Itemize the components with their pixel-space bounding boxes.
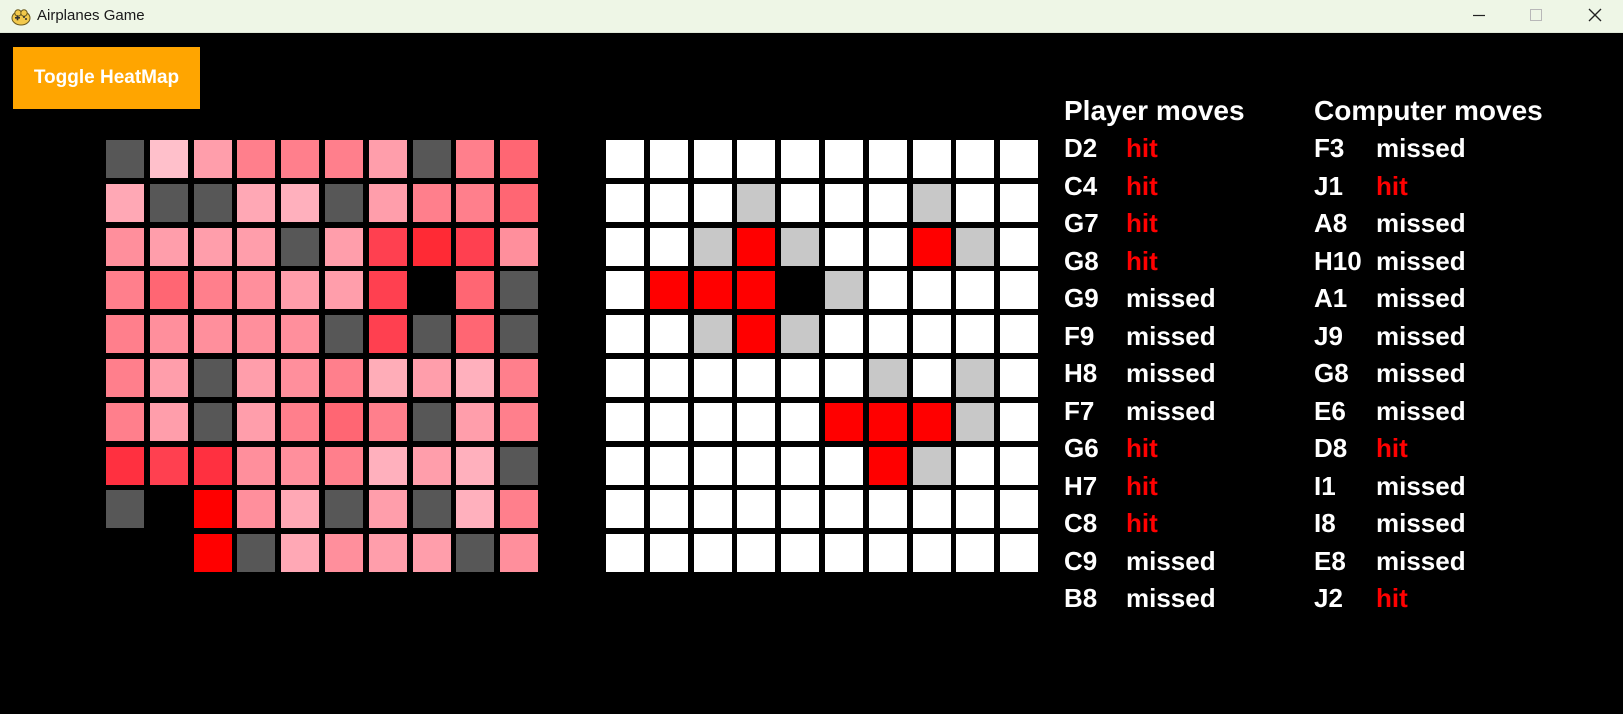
move-row bbox=[1314, 355, 1614, 393]
target-cell[interactable] bbox=[737, 447, 775, 485]
heatmap-cell bbox=[500, 403, 538, 441]
maximize-icon bbox=[1507, 0, 1565, 33]
target-cell[interactable] bbox=[650, 228, 688, 266]
heatmap-cell bbox=[106, 359, 144, 397]
heatmap-cell bbox=[237, 490, 275, 528]
game-controller-icon bbox=[10, 5, 32, 27]
heatmap-cell bbox=[456, 534, 494, 572]
player-moves-list bbox=[1064, 130, 1294, 618]
heatmap-cell bbox=[500, 140, 538, 178]
move-coord: G8 bbox=[1064, 245, 1099, 276]
move-row bbox=[1064, 543, 1294, 581]
heatmap-cell bbox=[106, 184, 144, 222]
target-cell[interactable] bbox=[781, 184, 819, 222]
target-cell[interactable] bbox=[825, 140, 863, 178]
target-cell[interactable] bbox=[913, 271, 951, 309]
target-cell[interactable] bbox=[650, 403, 688, 441]
heatmap-cell bbox=[456, 447, 494, 485]
target-cell[interactable] bbox=[606, 359, 644, 397]
move-result: missed bbox=[1126, 545, 1216, 576]
move-result: hit bbox=[1376, 170, 1408, 201]
heatmap-cell bbox=[325, 403, 363, 441]
target-cell[interactable] bbox=[650, 534, 688, 572]
heatmap-cell bbox=[325, 140, 363, 178]
heatmap-cell bbox=[194, 228, 232, 266]
heatmap-cell bbox=[194, 490, 232, 528]
target-cell[interactable] bbox=[913, 359, 951, 397]
target-cell[interactable] bbox=[825, 359, 863, 397]
heatmap-cell bbox=[369, 447, 407, 485]
target-cell[interactable] bbox=[737, 490, 775, 528]
target-cell[interactable] bbox=[781, 271, 819, 309]
heatmap-cell bbox=[413, 403, 451, 441]
heatmap-cell bbox=[369, 271, 407, 309]
move-coord: I1 bbox=[1314, 470, 1336, 501]
heatmap-cell bbox=[456, 359, 494, 397]
heatmap-cell bbox=[237, 447, 275, 485]
target-cell[interactable] bbox=[869, 447, 907, 485]
heatmap-cell bbox=[456, 271, 494, 309]
heatmap-cell bbox=[281, 403, 319, 441]
heatmap-cell bbox=[150, 490, 188, 528]
heatmap-cell bbox=[237, 359, 275, 397]
target-cell[interactable] bbox=[737, 534, 775, 572]
computer-moves-list bbox=[1314, 130, 1614, 618]
heatmap-cell bbox=[237, 315, 275, 353]
target-cell[interactable] bbox=[956, 315, 994, 353]
target-cell[interactable] bbox=[781, 490, 819, 528]
heatmap-cell bbox=[150, 271, 188, 309]
player-target-board[interactable] bbox=[606, 140, 1038, 572]
target-cell[interactable] bbox=[781, 447, 819, 485]
target-cell[interactable] bbox=[781, 228, 819, 266]
move-row bbox=[1064, 205, 1294, 243]
target-cell[interactable] bbox=[781, 403, 819, 441]
heatmap-cell bbox=[325, 228, 363, 266]
heatmap-cell bbox=[194, 184, 232, 222]
move-coord: J1 bbox=[1314, 170, 1343, 201]
heatmap-cell bbox=[456, 184, 494, 222]
target-cell[interactable] bbox=[913, 184, 951, 222]
move-row bbox=[1064, 393, 1294, 431]
target-cell[interactable] bbox=[1000, 359, 1038, 397]
target-cell[interactable] bbox=[606, 490, 644, 528]
target-cell[interactable] bbox=[650, 271, 688, 309]
target-cell[interactable] bbox=[650, 359, 688, 397]
target-cell[interactable] bbox=[694, 534, 732, 572]
heatmap-cell bbox=[456, 228, 494, 266]
move-row bbox=[1314, 393, 1614, 431]
move-coord: H10 bbox=[1314, 245, 1362, 276]
player-moves-panel bbox=[1064, 92, 1294, 618]
heatmap-cell bbox=[325, 315, 363, 353]
target-cell[interactable] bbox=[737, 271, 775, 309]
move-coord: G7 bbox=[1064, 208, 1099, 238]
move-result: missed bbox=[1376, 395, 1466, 426]
close-icon bbox=[1565, 0, 1623, 33]
move-row bbox=[1314, 543, 1614, 581]
move-coord: G9 bbox=[1064, 283, 1099, 313]
move-result: hit bbox=[1126, 245, 1158, 276]
target-cell[interactable] bbox=[825, 490, 863, 528]
target-cell[interactable] bbox=[913, 447, 951, 485]
move-row bbox=[1064, 280, 1294, 318]
target-cell[interactable] bbox=[781, 359, 819, 397]
heatmap-cell bbox=[500, 490, 538, 528]
heatmap-cell bbox=[500, 184, 538, 222]
target-cell[interactable] bbox=[869, 228, 907, 266]
window-title: Airplanes Game bbox=[37, 7, 145, 24]
target-cell[interactable] bbox=[606, 140, 644, 178]
heatmap-cell bbox=[106, 271, 144, 309]
move-row bbox=[1064, 318, 1294, 356]
target-cell[interactable] bbox=[1000, 184, 1038, 222]
move-coord: D8 bbox=[1314, 433, 1348, 463]
heatmap-cell bbox=[150, 140, 188, 178]
computer-moves-panel bbox=[1314, 92, 1614, 618]
heatmap-cell bbox=[150, 534, 188, 572]
move-result: missed bbox=[1376, 208, 1466, 238]
target-cell[interactable] bbox=[606, 228, 644, 266]
heatmap-cell bbox=[413, 447, 451, 485]
heatmap-cell bbox=[413, 315, 451, 353]
move-coord: I8 bbox=[1314, 508, 1336, 538]
target-cell[interactable] bbox=[825, 447, 863, 485]
move-coord: B8 bbox=[1064, 583, 1098, 613]
target-cell[interactable] bbox=[825, 271, 863, 309]
heatmap-cell bbox=[150, 184, 188, 222]
minimize-icon bbox=[1449, 0, 1507, 33]
close-button[interactable] bbox=[1565, 0, 1623, 33]
target-cell[interactable] bbox=[694, 490, 732, 528]
move-result: missed bbox=[1126, 583, 1216, 613]
target-cell[interactable] bbox=[694, 359, 732, 397]
heatmap-cell bbox=[325, 490, 363, 528]
target-cell[interactable] bbox=[956, 140, 994, 178]
move-row bbox=[1314, 205, 1614, 243]
target-cell[interactable] bbox=[913, 140, 951, 178]
heatmap-cell bbox=[456, 140, 494, 178]
heatmap-cell bbox=[106, 447, 144, 485]
target-cell[interactable] bbox=[694, 447, 732, 485]
move-coord: G6 bbox=[1064, 433, 1099, 463]
target-cell[interactable] bbox=[956, 447, 994, 485]
target-cell[interactable] bbox=[606, 184, 644, 222]
target-cell[interactable] bbox=[825, 403, 863, 441]
heatmap-cell bbox=[150, 403, 188, 441]
target-cell[interactable] bbox=[825, 228, 863, 266]
computer-moves-title: Computer moves bbox=[1314, 95, 1543, 126]
heatmap-cell bbox=[281, 359, 319, 397]
heatmap-cell bbox=[106, 403, 144, 441]
move-coord: F9 bbox=[1064, 320, 1095, 351]
heatmap-cell bbox=[150, 315, 188, 353]
heatmap-cell bbox=[150, 359, 188, 397]
heatmap-cell bbox=[500, 447, 538, 485]
move-row bbox=[1314, 130, 1614, 168]
target-cell[interactable] bbox=[606, 534, 644, 572]
move-row bbox=[1064, 505, 1294, 543]
heatmap-cell bbox=[281, 534, 319, 572]
heatmap-cell bbox=[237, 403, 275, 441]
move-row bbox=[1314, 468, 1614, 506]
move-result: missed bbox=[1376, 470, 1466, 501]
target-cell[interactable] bbox=[956, 359, 994, 397]
move-coord: C8 bbox=[1064, 508, 1098, 538]
heatmap-cell bbox=[369, 140, 407, 178]
heatmap-board bbox=[106, 140, 538, 572]
move-coord: F7 bbox=[1064, 395, 1095, 426]
heatmap-cell bbox=[413, 359, 451, 397]
target-cell[interactable] bbox=[781, 140, 819, 178]
move-row bbox=[1314, 280, 1614, 318]
target-cell[interactable] bbox=[606, 403, 644, 441]
heatmap-cell bbox=[281, 140, 319, 178]
target-cell[interactable] bbox=[1000, 315, 1038, 353]
heatmap-cell bbox=[237, 140, 275, 178]
target-cell[interactable] bbox=[869, 403, 907, 441]
heatmap-cell bbox=[456, 403, 494, 441]
target-cell[interactable] bbox=[606, 271, 644, 309]
heatmap-cell bbox=[194, 447, 232, 485]
target-cell[interactable] bbox=[650, 447, 688, 485]
target-cell[interactable] bbox=[606, 315, 644, 353]
move-row bbox=[1314, 243, 1614, 281]
heatmap-cell bbox=[413, 534, 451, 572]
move-row bbox=[1314, 505, 1614, 543]
maximize-button[interactable] bbox=[1507, 0, 1565, 33]
heatmap-cell bbox=[500, 315, 538, 353]
target-cell[interactable] bbox=[694, 271, 732, 309]
move-coord: A1 bbox=[1314, 283, 1348, 313]
move-result: missed bbox=[1376, 245, 1466, 276]
heatmap-cell bbox=[500, 228, 538, 266]
heatmap-cell bbox=[325, 184, 363, 222]
target-cell[interactable] bbox=[737, 184, 775, 222]
target-cell[interactable] bbox=[869, 490, 907, 528]
move-result: hit bbox=[1126, 170, 1158, 201]
move-result: missed bbox=[1126, 320, 1216, 351]
move-coord: D2 bbox=[1064, 133, 1098, 163]
move-coord: J2 bbox=[1314, 583, 1343, 613]
target-cell[interactable] bbox=[737, 359, 775, 397]
heatmap-cell bbox=[194, 140, 232, 178]
target-cell[interactable] bbox=[956, 490, 994, 528]
heatmap-cell bbox=[281, 271, 319, 309]
target-cell[interactable] bbox=[650, 315, 688, 353]
move-row bbox=[1064, 468, 1294, 506]
move-row bbox=[1064, 168, 1294, 206]
target-cell[interactable] bbox=[913, 490, 951, 528]
heatmap-cell bbox=[106, 490, 144, 528]
heatmap-cell bbox=[369, 228, 407, 266]
target-cell[interactable] bbox=[825, 315, 863, 353]
move-row bbox=[1064, 355, 1294, 393]
target-cell[interactable] bbox=[694, 315, 732, 353]
heatmap-cell bbox=[106, 315, 144, 353]
heatmap-cell bbox=[194, 359, 232, 397]
target-cell[interactable] bbox=[1000, 228, 1038, 266]
heatmap-cell bbox=[500, 534, 538, 572]
heatmap-cell bbox=[413, 490, 451, 528]
target-cell[interactable] bbox=[956, 534, 994, 572]
move-result: hit bbox=[1126, 133, 1158, 163]
move-coord: G8 bbox=[1314, 358, 1349, 388]
heatmap-cell bbox=[150, 228, 188, 266]
heatmap-cell bbox=[237, 184, 275, 222]
heatmap-cell bbox=[237, 228, 275, 266]
heatmap-cell bbox=[369, 359, 407, 397]
target-cell[interactable] bbox=[869, 359, 907, 397]
player-moves-title: Player moves bbox=[1064, 95, 1245, 126]
heatmap-cell bbox=[369, 315, 407, 353]
target-cell[interactable] bbox=[781, 315, 819, 353]
heatmap-cell bbox=[369, 490, 407, 528]
heatmap-cell bbox=[369, 403, 407, 441]
heatmap-cell bbox=[456, 490, 494, 528]
move-result: hit bbox=[1126, 433, 1158, 463]
heatmap-cell bbox=[281, 228, 319, 266]
heatmap-cell bbox=[413, 271, 451, 309]
target-cell[interactable] bbox=[650, 140, 688, 178]
move-result: hit bbox=[1376, 433, 1408, 463]
target-cell[interactable] bbox=[825, 184, 863, 222]
target-cell[interactable] bbox=[1000, 447, 1038, 485]
move-row bbox=[1064, 243, 1294, 281]
move-result: missed bbox=[1376, 358, 1466, 388]
target-cell[interactable] bbox=[737, 315, 775, 353]
heatmap-cell bbox=[369, 534, 407, 572]
move-result: missed bbox=[1126, 395, 1216, 426]
move-row bbox=[1064, 430, 1294, 468]
heatmap-cell bbox=[500, 359, 538, 397]
move-result: missed bbox=[1126, 358, 1216, 388]
heatmap-cell bbox=[194, 315, 232, 353]
move-result: missed bbox=[1376, 508, 1466, 538]
heatmap-cell bbox=[413, 184, 451, 222]
target-cell[interactable] bbox=[650, 490, 688, 528]
target-cell[interactable] bbox=[869, 315, 907, 353]
heatmap-cell bbox=[325, 447, 363, 485]
target-cell[interactable] bbox=[694, 184, 732, 222]
move-coord: C4 bbox=[1064, 170, 1098, 201]
toggle-heatmap-button[interactable]: Toggle HeatMap bbox=[13, 47, 200, 109]
heatmap-cell bbox=[413, 228, 451, 266]
target-cell[interactable] bbox=[781, 534, 819, 572]
heatmap-cell bbox=[281, 184, 319, 222]
move-coord: C9 bbox=[1064, 545, 1098, 576]
target-cell[interactable] bbox=[869, 271, 907, 309]
target-cell[interactable] bbox=[650, 184, 688, 222]
heatmap-cell bbox=[500, 271, 538, 309]
move-coord: A8 bbox=[1314, 208, 1348, 238]
target-cell[interactable] bbox=[694, 140, 732, 178]
move-row bbox=[1314, 168, 1614, 206]
move-coord: H8 bbox=[1064, 358, 1098, 388]
heatmap-cell bbox=[106, 534, 144, 572]
target-cell[interactable] bbox=[956, 271, 994, 309]
heatmap-cell bbox=[106, 140, 144, 178]
target-cell[interactable] bbox=[737, 228, 775, 266]
target-cell[interactable] bbox=[913, 228, 951, 266]
move-row bbox=[1064, 130, 1294, 168]
target-cell[interactable] bbox=[956, 184, 994, 222]
move-row bbox=[1314, 580, 1614, 618]
move-result: missed bbox=[1376, 133, 1466, 163]
move-coord: E8 bbox=[1314, 545, 1346, 576]
heatmap-cell bbox=[194, 534, 232, 572]
heatmap-cell bbox=[237, 271, 275, 309]
target-cell[interactable] bbox=[694, 228, 732, 266]
target-cell[interactable] bbox=[1000, 271, 1038, 309]
move-row bbox=[1314, 430, 1614, 468]
move-result: missed bbox=[1376, 545, 1466, 576]
heatmap-cell bbox=[413, 140, 451, 178]
move-result: missed bbox=[1376, 283, 1466, 313]
target-cell[interactable] bbox=[869, 140, 907, 178]
target-cell[interactable] bbox=[956, 403, 994, 441]
target-cell[interactable] bbox=[869, 184, 907, 222]
heatmap-cell bbox=[281, 490, 319, 528]
move-row bbox=[1314, 318, 1614, 356]
move-result: missed bbox=[1376, 320, 1466, 351]
move-coord: E6 bbox=[1314, 395, 1346, 426]
heatmap-cell bbox=[194, 403, 232, 441]
target-cell[interactable] bbox=[913, 534, 951, 572]
target-cell[interactable] bbox=[825, 534, 863, 572]
target-cell[interactable] bbox=[1000, 534, 1038, 572]
move-result: hit bbox=[1126, 470, 1158, 501]
heatmap-cell bbox=[194, 271, 232, 309]
heatmap-cell bbox=[150, 447, 188, 485]
move-coord: F3 bbox=[1314, 133, 1345, 163]
heatmap-cell bbox=[106, 228, 144, 266]
heatmap-cell bbox=[369, 184, 407, 222]
target-cell[interactable] bbox=[956, 228, 994, 266]
move-result: missed bbox=[1126, 283, 1216, 313]
heatmap-cell bbox=[325, 359, 363, 397]
title-bar bbox=[0, 0, 1623, 33]
heatmap-cell bbox=[281, 315, 319, 353]
heatmap-cell bbox=[325, 271, 363, 309]
target-cell[interactable] bbox=[1000, 403, 1038, 441]
heatmap-cell bbox=[237, 534, 275, 572]
minimize-button[interactable] bbox=[1449, 0, 1507, 33]
target-cell[interactable] bbox=[737, 140, 775, 178]
heatmap-cell bbox=[456, 315, 494, 353]
move-result: hit bbox=[1126, 208, 1158, 238]
target-cell[interactable] bbox=[913, 315, 951, 353]
heatmap-cell bbox=[325, 534, 363, 572]
target-cell[interactable] bbox=[606, 447, 644, 485]
target-cell[interactable] bbox=[737, 403, 775, 441]
target-cell[interactable] bbox=[1000, 490, 1038, 528]
move-result: hit bbox=[1126, 508, 1158, 538]
move-result: hit bbox=[1376, 583, 1408, 613]
target-cell[interactable] bbox=[1000, 140, 1038, 178]
move-coord: H7 bbox=[1064, 470, 1098, 501]
heatmap-cell bbox=[281, 447, 319, 485]
target-cell[interactable] bbox=[694, 403, 732, 441]
move-coord: J9 bbox=[1314, 320, 1343, 351]
target-cell[interactable] bbox=[869, 534, 907, 572]
move-row bbox=[1064, 580, 1294, 618]
target-cell[interactable] bbox=[913, 403, 951, 441]
